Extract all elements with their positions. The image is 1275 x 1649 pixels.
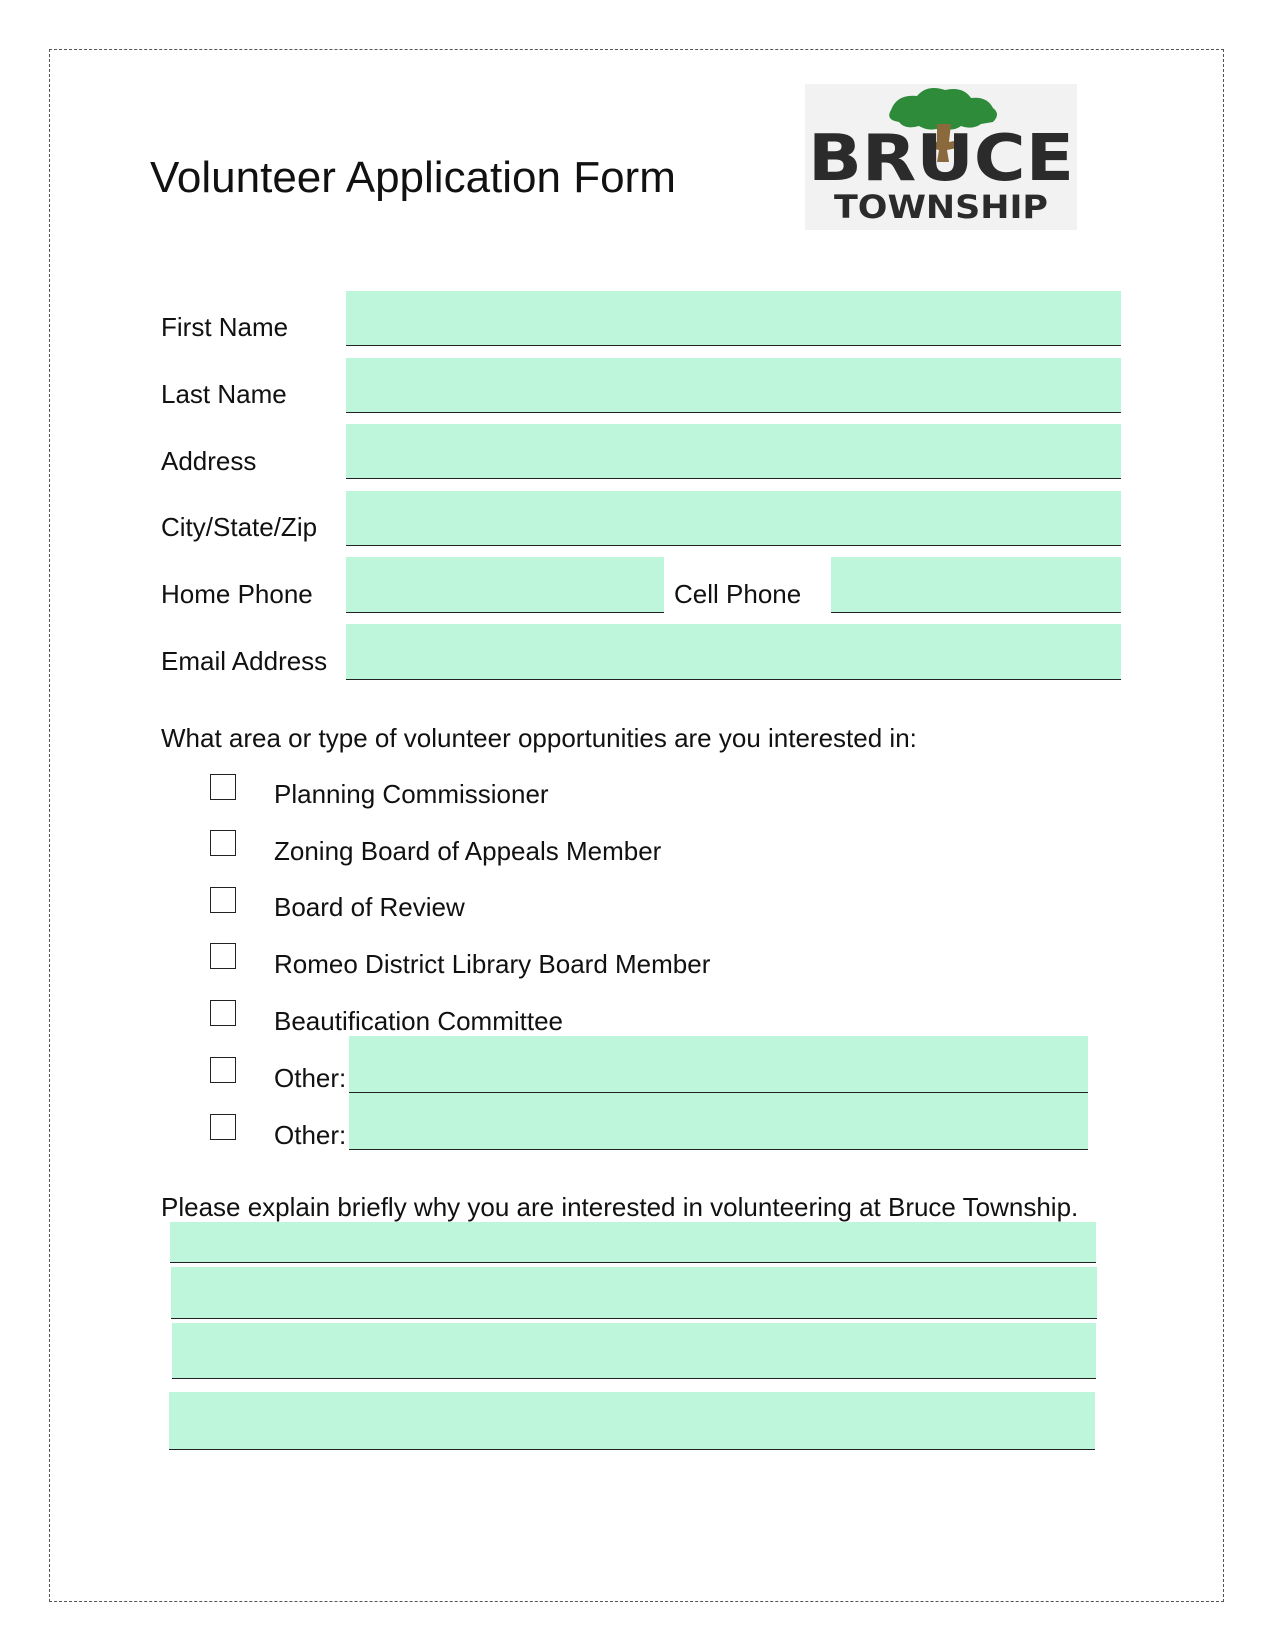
explain-line-4[interactable] bbox=[169, 1392, 1095, 1450]
last-name-label: Last Name bbox=[161, 379, 287, 409]
email-field[interactable] bbox=[346, 624, 1121, 680]
logo-text-main: BRUCE bbox=[808, 122, 1074, 196]
other-1-field[interactable] bbox=[349, 1036, 1088, 1093]
checkbox-library-board[interactable] bbox=[210, 943, 236, 969]
checkbox-planning-commissioner[interactable] bbox=[210, 774, 236, 800]
checkbox-zoning-board[interactable] bbox=[210, 830, 236, 856]
tree-icon bbox=[805, 84, 1077, 230]
option-label: Planning Commissioner bbox=[274, 779, 549, 809]
option-label: Romeo District Library Board Member bbox=[274, 949, 711, 979]
explain-line-3[interactable] bbox=[172, 1323, 1096, 1379]
address-field[interactable] bbox=[346, 424, 1121, 479]
email-label: Email Address bbox=[161, 646, 328, 676]
interests-question: What area or type of volunteer opportunities are you interested in: bbox=[161, 723, 917, 753]
form-title: Volunteer Application Form bbox=[150, 153, 676, 202]
home-phone-field[interactable] bbox=[346, 557, 664, 613]
option-label: Beautification Committee bbox=[274, 1006, 564, 1036]
checkbox-other-1[interactable] bbox=[210, 1057, 236, 1083]
explain-prompt: Please explain briefly why you are interested in volunteering at Bruce Township. bbox=[161, 1192, 1079, 1222]
cell-phone-field[interactable] bbox=[831, 557, 1121, 613]
cell-phone-label: Cell Phone bbox=[674, 579, 802, 609]
explain-line-2[interactable] bbox=[171, 1267, 1097, 1319]
last-name-field[interactable] bbox=[346, 358, 1121, 413]
checkbox-board-of-review[interactable] bbox=[210, 887, 236, 913]
city-state-zip-label: City/State/Zip bbox=[161, 512, 318, 542]
option-label: Other: bbox=[274, 1063, 347, 1093]
option-label: Zoning Board of Appeals Member bbox=[274, 836, 662, 866]
logo-text-sub: TOWNSHIP bbox=[834, 188, 1048, 226]
explain-line-1[interactable] bbox=[170, 1222, 1096, 1263]
city-state-zip-field[interactable] bbox=[346, 491, 1121, 546]
other-2-field[interactable] bbox=[349, 1093, 1088, 1150]
checkbox-other-2[interactable] bbox=[210, 1114, 236, 1140]
first-name-label: First Name bbox=[161, 312, 289, 342]
bruce-township-logo bbox=[805, 84, 1077, 230]
address-label: Address bbox=[161, 446, 257, 476]
home-phone-label: Home Phone bbox=[161, 579, 313, 609]
option-label: Other: bbox=[274, 1120, 347, 1150]
option-label: Board of Review bbox=[274, 892, 465, 922]
checkbox-beautification[interactable] bbox=[210, 1000, 236, 1026]
first-name-field[interactable] bbox=[346, 291, 1121, 346]
